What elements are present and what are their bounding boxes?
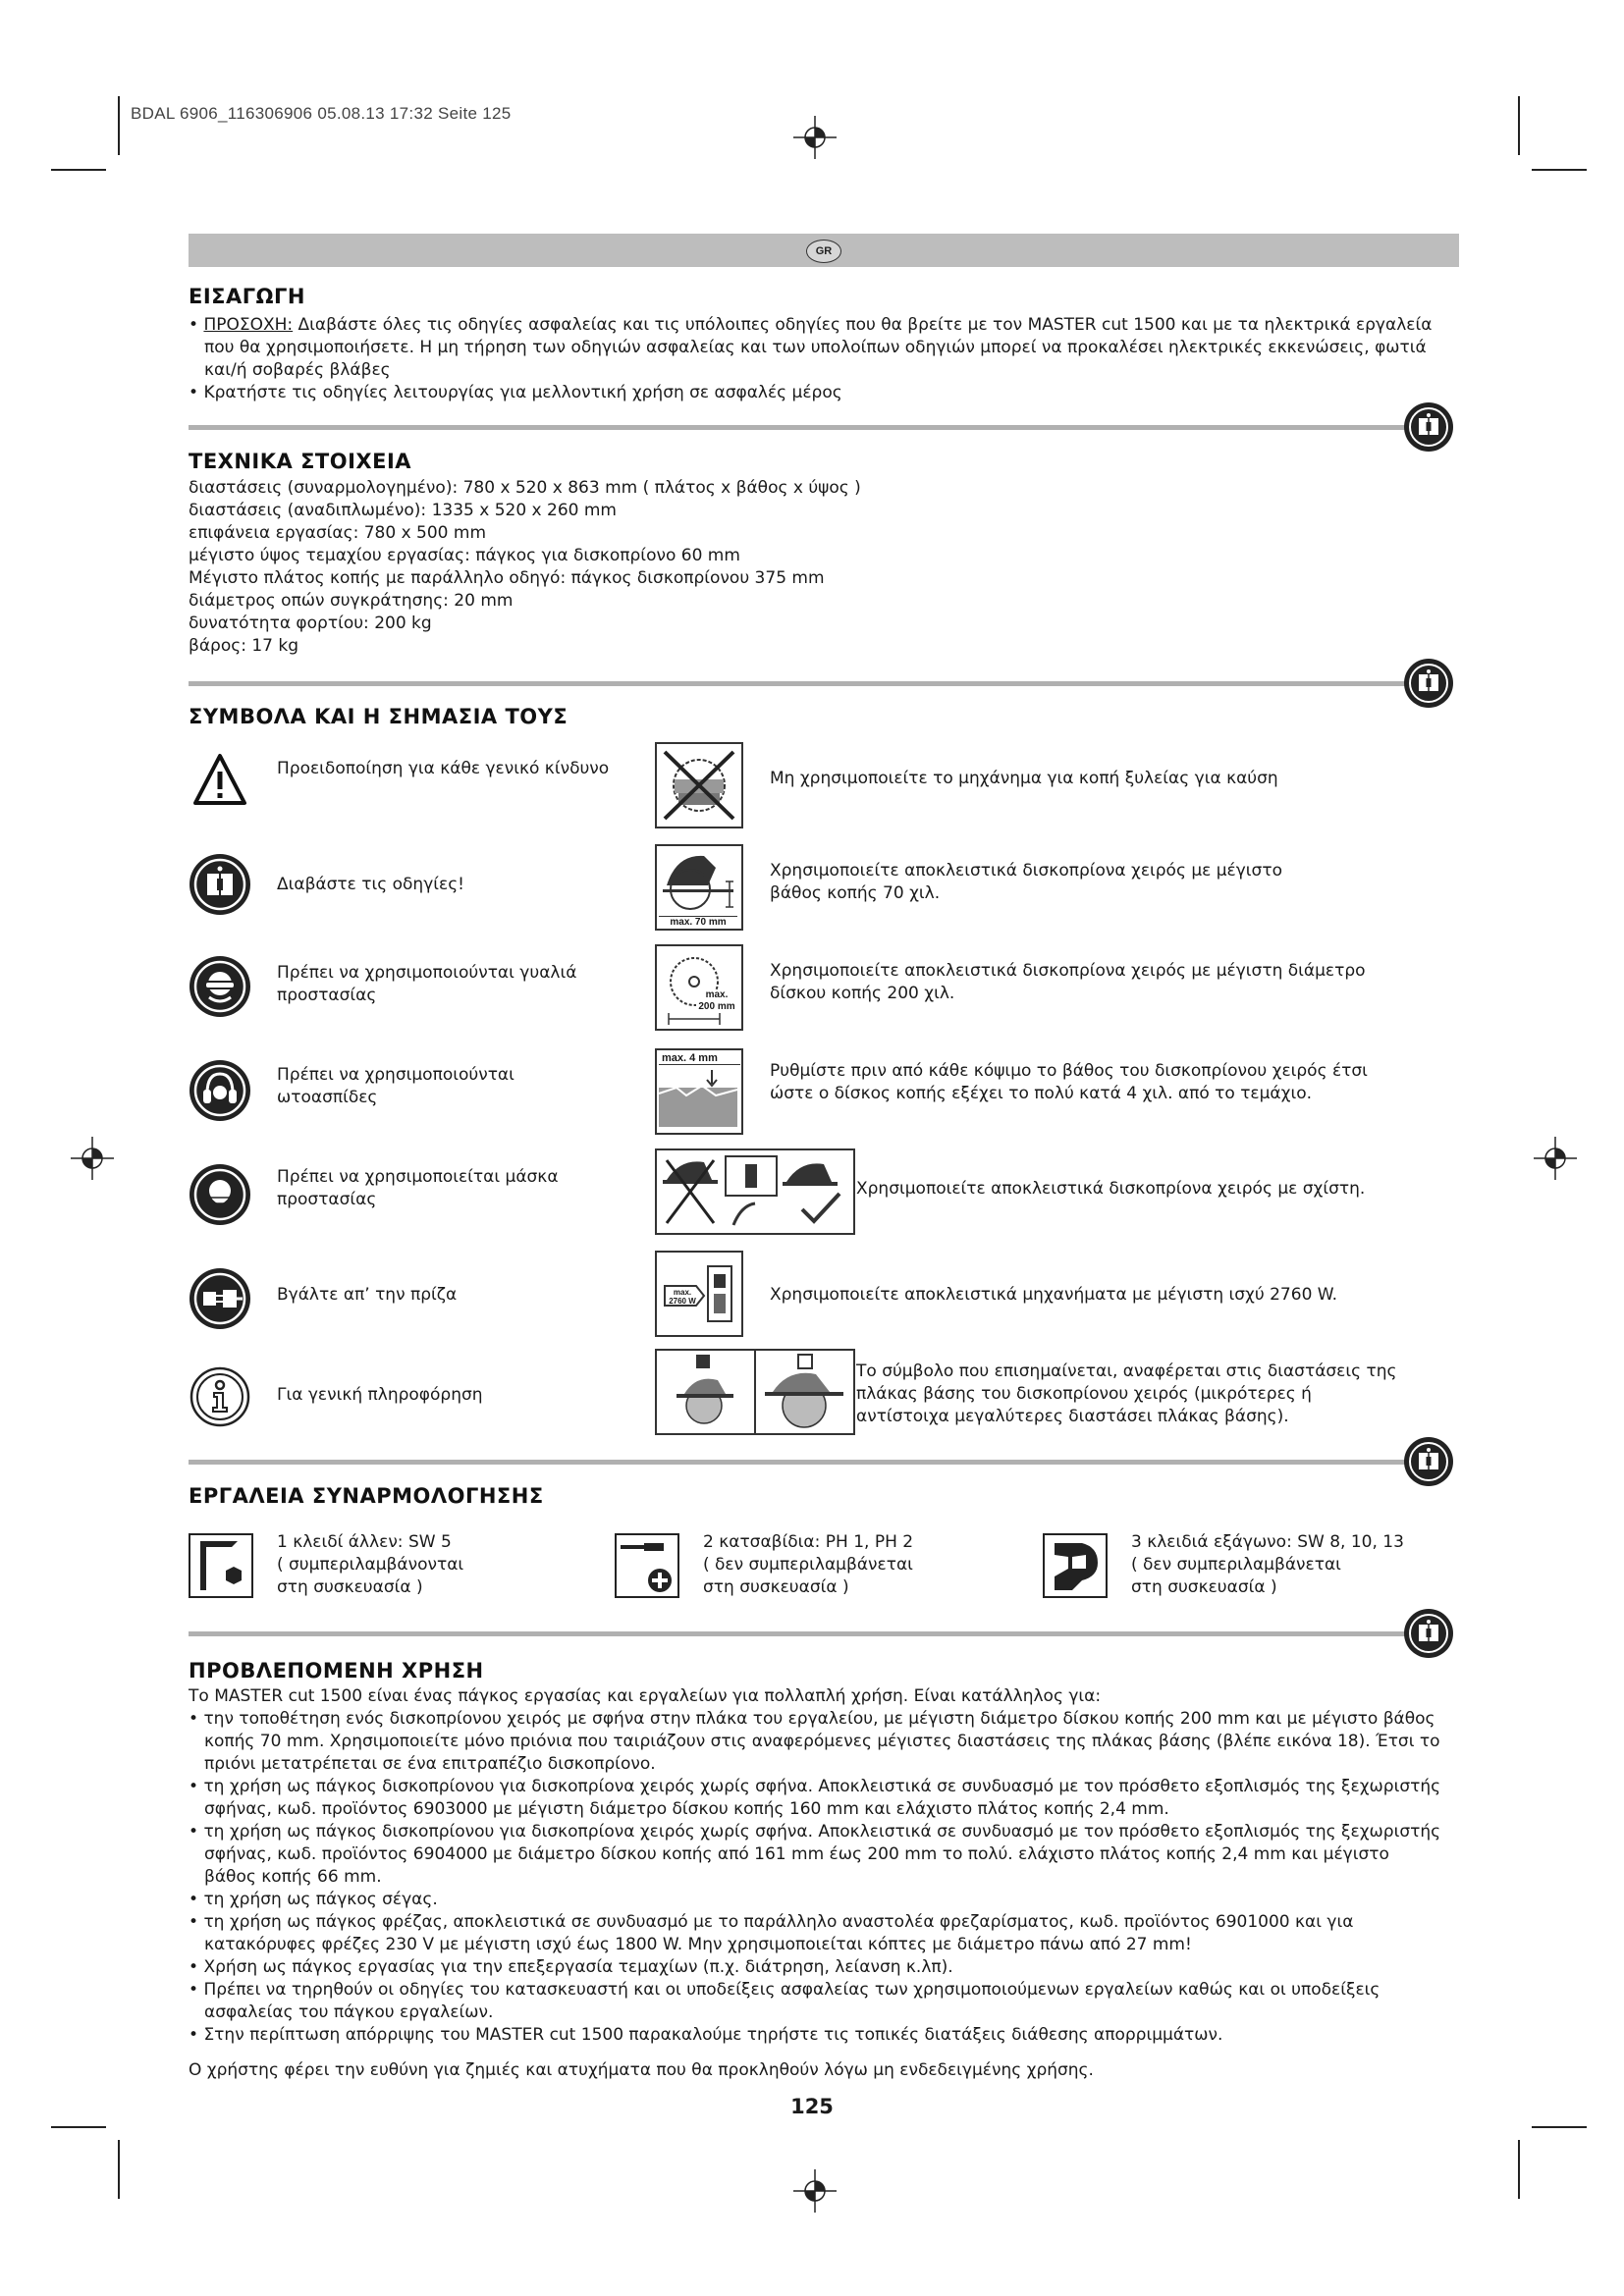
- usage-bullet: • τη χρήση ως πάγκος δισκοπρίονου για δισκοπρίονα χειρός χωρίς σφήνα. Αποκλειστικά σε συνδυασμό με τον πρόσθετο εξοπλισμός της ξεχωριστής σφήνας, κωδ. προϊόντος 6903000 με μέγιστη διάμετρο δίσκου κοπής 160 mm και ελάχιστο πλάτος κοπής 2,4 mm.: [189, 1777, 1441, 1819]
- usage-bullet-text: Στην περίπτωση απόρριψης του MASTER cut 1500 παρακαλούμε τηρήστε τις τοπικές διατάξεις διάθεσης απορριμμάτων.: [203, 2025, 1223, 2045]
- tool-line: στη συσκευασία ): [1131, 1577, 1277, 1597]
- symbol-text: Πρέπει να χρησιμοποιούνται γυαλιά προστασίας: [277, 963, 577, 1005]
- section-divider: [189, 1631, 1416, 1636]
- symbol-text: Χρησιμοποιείτε αποκλειστικά δισκοπρίονα χειρός με μέγιστο βάθος κοπής 70 χιλ.: [770, 861, 1282, 903]
- intro-warning: • ΠΡΟΣΟΧΗ: Διαβάστε όλες τις οδηγίες ασφαλείας και τις υπόλοιπες οδηγίες που θα βρείτε με τον MASTER cut 1500 και με τα ηλεκτρικά εργαλεία που θα χρησιμοποιήσετε. Η μη τήρηση των οδηγιών ασφαλείας και των υπολοίπων οδηγιών μπορεί να προκαλέσει ηλεκτρικές εκκενώσεις, φωτιά και/ή σοβαρές βλάβες: [189, 315, 1433, 380]
- usage-bullet-text: τη χρήση ως πάγκος δισκοπρίονου για δισκοπρίονα χειρός χωρίς σφήνα. Αποκλειστικά σε συνδυασμό με τον πρόσθετο εξοπλισμός της ξεχωριστής σφήνας, κωδ. προϊόντος 6904000 με διάμετρο δίσκου κοπής από 161 mm έως 200 mm το πολύ. ελάχιστο πλάτος κοπής 2,4 mm και μέγιστο βάθος κοπής 66 mm.: [203, 1822, 1441, 1887]
- symbol-text: Χρησιμοποιείτε αποκλειστικά μηχανήματα με μέγιστη ισχύ 2760 W.: [770, 1285, 1338, 1305]
- read-manual-icon: [1404, 659, 1453, 708]
- crop-mark: [118, 96, 120, 155]
- tool-line: 1 κλειδί άλλεν: SW 5: [277, 1532, 452, 1552]
- symbol-text: Βγάλτε απ’ την πρίζα: [277, 1285, 458, 1305]
- specs-list: [189, 477, 1170, 658]
- usage-bullet: • τη χρήση ως πάγκος δισκοπρίονου για δισκοπρίονα χειρός χωρίς σφήνα. Αποκλειστικά σε συνδυασμό με τον πρόσθετο εξοπλισμός της ξεχωριστής σφήνας, κωδ. προϊόντος 6904000 με διάμετρο δίσκου κοπής από 161 mm έως 200 mm το πολύ. ελάχιστο πλάτος κοπής 2,4 mm και μέγιστο βάθος κοπής 66 mm.: [189, 1822, 1441, 1887]
- symbol-text: Ρυθμίστε πριν από κάθε κόψιμο το βάθος του δισκοπρίονου χειρός έτσι ώστε ο δίσκος κοπής εξέχει το πολύ κατά 4 χιλ. από το τεμάχιο.: [770, 1061, 1368, 1103]
- icon-label: max. 200 mm: [696, 989, 737, 1013]
- usage-bullet-text: την τοποθέτηση ενός δισκοπρίονου χειρός με σφήνα στην πλάκα του εργαλείου, με μέγιστη διάμετρο δίσκου κοπής 200 mm και με μέγιστο βάθος κοπής 70 mm. Χρησιμοποιείτε μόνο πριόνια που ταιριάζουν στις αναφερόμενες μέγιστες διαστάσεις της πλάκας βάσης (βλέπε εικόνα 18). Έτσι το πριόνι μετατρέπεται σε ένα επιτραπέζιο δισκοπρίονο.: [203, 1709, 1440, 1774]
- section-divider: [189, 681, 1416, 686]
- cut-depth-adjust-icon: [655, 1048, 743, 1135]
- section-divider: [189, 1460, 1416, 1465]
- registration-mark-icon: [793, 116, 837, 159]
- symbols-title: ΣΥΜΒΟΛΑ ΚΑΙ Η ΣΗΜΑΣΙΑ ΤΟΥΣ: [189, 705, 568, 728]
- warning-text: Διαβάστε όλες τις οδηγίες ασφαλείας και τις υπόλοιπες οδηγίες που θα βρείτε με τον MASTER cut 1500 και με τα ηλεκτρικά εργαλεία που θα χρησιμοποιήσετε. Η μη τήρηση των οδηγιών ασφαλείας και των υπολοίπων οδηγιών μπορεί να προκαλέσει ηλεκτρικές εκκενώσεις, φωτιά και/ή σοβαρές βλάβες: [204, 315, 1433, 380]
- spec-line: διαστάσεις (συναρμολογημένο): 780 x 520 x 863 mm ( πλάτος x βάθος x ύψος ): [189, 478, 861, 498]
- crop-mark: [1518, 96, 1520, 155]
- usage-title: ΠΡΟΒΛΕΠΟΜΕΝΗ ΧΡΗΣΗ: [189, 1659, 484, 1682]
- spec-line: βάρος: 17 kg: [189, 636, 299, 656]
- tool-text: [703, 1531, 998, 1599]
- spec-line: Μέγιστο πλάτος κοπής με παράλληλο οδηγό: πάγκος δισκοπρίονου 375 mm: [189, 568, 825, 588]
- symbol-text: Χρησιμοποιείτε αποκλειστικά δισκοπρίονα χειρός με μέγιστη διάμετρο δίσκου κοπής 200 χιλ.: [770, 961, 1366, 1003]
- safety-goggles-icon: [189, 956, 250, 1017]
- crop-mark: [51, 169, 106, 171]
- usage-bullet: • Πρέπει να τηρηθούν οι οδηγίες του κατασκευαστή και οι υποδείξεις ασφαλείας των χρησιμοποιούμενων εργαλείων καθώς και οι υποδείξεις ασφαλείας του πάγκου εργαλείων.: [189, 1980, 1380, 2022]
- tool-line: 2 κατσαβίδια: PH 1, PH 2: [703, 1532, 914, 1552]
- usage-bullet-text: Πρέπει να τηρηθούν οι οδηγίες του κατασκευαστή και οι υποδείξεις ασφαλείας των χρησιμοποιούμενων εργαλείων καθώς και οι υποδείξεις ασφαλείας του πάγκου εργαλείων.: [203, 1980, 1380, 2022]
- read-manual-icon: [1404, 402, 1453, 452]
- dust-mask-icon: [189, 1164, 250, 1225]
- page-number: 125: [790, 2095, 834, 2118]
- intro-keep: • Κρατήστε τις οδηγίες λειτουργίας για μελλοντική χρήση σε ασφαλές μέρος: [189, 383, 842, 402]
- read-manual-icon: [1404, 1609, 1453, 1658]
- icon-label: max. 2760 W: [669, 1288, 696, 1306]
- tool-line: στη συσκευασία ): [703, 1577, 849, 1597]
- tool-line: στη συσκευασία ): [277, 1577, 423, 1597]
- spec-line: μέγιστο ύψος τεμαχίου εργασίας: πάγκος για δισκοπρίονο 60 mm: [189, 546, 740, 565]
- usage-bullet-text: τη χρήση ως πάγκος φρέζας, αποκλειστικά σε συνδυασμό με το παράλληλο αναστολέα φρεζαρίσματος, κωδ. προϊόντος 6901000 και για κατακόρυφες φρέζες 230 V με μέγιστη ισχύ έως 1800 W. Μην χρησιμοποιείται κόπτες με διάμετρο πάνω από 27 mm!: [203, 1912, 1354, 1954]
- usage-liability: Ο χρήστης φέρει την ευθύνη για ζημιές και ατυχήματα που θα προκληθούν λόγω μη ενδεδειγμένης χρήσης.: [189, 2060, 1094, 2080]
- max-cut-depth-icon: [655, 844, 743, 931]
- keep-text: Κρατήστε τις οδηγίες λειτουργίας για μελλοντική χρήση σε ασφαλές μέρος: [203, 383, 842, 402]
- spec-line: επιφάνεια εργασίας: 780 x 500 mm: [189, 523, 487, 543]
- usage-bullet: • Χρήση ως πάγκος εργασίας για την επεξεργασία τεμαχίων (π.χ. διάτρηση, λείανση κ.λπ).: [189, 1957, 953, 1977]
- language-badge: GR: [806, 240, 841, 263]
- tool-line: ( δεν συμπεριλαμβάνεται: [703, 1555, 913, 1575]
- language-band: [189, 234, 1459, 267]
- wrench-icon: [1043, 1533, 1108, 1598]
- screwdriver-icon: [615, 1533, 679, 1598]
- allen-key-icon: [189, 1533, 253, 1598]
- intro-title: ΕΙΣΑΓΩΓΗ: [189, 285, 305, 308]
- max-blade-diameter-icon: [655, 944, 743, 1031]
- symbol-text: Πρέπει να χρησιμοποιείται μάσκα προστασίας: [277, 1167, 559, 1209]
- usage-intro: Το MASTER cut 1500 είναι ένας πάγκος εργασίας και εργαλείων για πολλαπλή χρήση. Είναι κατάλληλος για:: [189, 1686, 1102, 1706]
- read-manual-icon: [1404, 1437, 1453, 1486]
- usage-bullet-text: τη χρήση ως πάγκος δισκοπρίονου για δισκοπρίονα χειρός χωρίς σφήνα. Αποκλειστικά σε συνδυασμό με τον πρόσθετο εξοπλισμός της ξεχωριστής σφήνας, κωδ. προϊόντος 6903000 με μέγιστη διάμετρο δίσκου κοπής 160 mm και ελάχιστο πλάτος κοπής 2,4 mm.: [203, 1777, 1441, 1819]
- ear-protection-icon: [189, 1060, 250, 1121]
- icon-label: max. 70 mm: [659, 916, 737, 928]
- symbol-text: Πρέπει να χρησιμοποιούνται ωτοασπίδες: [277, 1065, 514, 1107]
- base-plate-icon: [655, 1349, 855, 1435]
- registration-mark-icon: [1534, 1137, 1577, 1180]
- tool-text: [277, 1531, 571, 1599]
- usage-bullet-text: τη χρήση ως πάγκος σέγας.: [203, 1890, 438, 1909]
- registration-mark-icon: [71, 1137, 114, 1180]
- warning-label: ΠΡΟΣΟΧΗ:: [203, 315, 294, 335]
- usage-bullet: • την τοποθέτηση ενός δισκοπρίονου χειρός με σφήνα στην πλάκα του εργαλείου, με μέγιστη διάμετρο δίσκου κοπής 200 mm και με μέγιστο βάθος κοπής 70 mm. Χρησιμοποιείτε μόνο πριόνια που ταιριάζουν στις αναφερόμενες μέγιστες διαστάσεις της πλάκας βάσης (βλέπε εικόνα 18). Έτσι το πριόνι μετατρέπεται σε ένα επιτραπέζιο δισκοπρίονο.: [189, 1709, 1440, 1774]
- warning-triangle-icon: [192, 752, 247, 807]
- intro-body: [189, 314, 1440, 404]
- tool-text: [1131, 1531, 1445, 1599]
- usage-bullet-text: Χρήση ως πάγκος εργασίας για την επεξεργασία τεμαχίων (π.χ. διάτρηση, λείανση κ.λπ).: [203, 1957, 953, 1977]
- symbol-text: Το σύμβολο που επισημαίνεται, αναφέρεται στις διαστάσεις της πλάκας βάσης του δισκοπρίονου χειρός (μικρότερες ή αντίστοιχα μεγαλύτερες διαστάσει πλάκας βάσης).: [856, 1362, 1397, 1426]
- crop-mark: [1518, 2140, 1520, 2199]
- registration-mark-icon: [793, 2169, 837, 2213]
- spec-line: δυνατότητα φορτίου: 200 kg: [189, 614, 432, 633]
- unplug-icon: [189, 1268, 250, 1329]
- tool-line: 3 κλειδιά εξάγωνο: SW 8, 10, 13: [1131, 1532, 1404, 1552]
- riving-knife-icon: [655, 1148, 855, 1235]
- symbol-text: Προειδοποίηση για κάθε γενικό κίνδυνο: [277, 759, 610, 778]
- no-firewood-icon: [655, 742, 743, 828]
- print-header: BDAL 6906_116306906 05.08.13 17:32 Seite 125: [131, 104, 512, 123]
- symbol-text: Μη χρησιμοποιείτε το μηχάνημα για κοπή ξυλείας για καύση: [770, 769, 1278, 788]
- symbol-text: Για γενική πληροφόρηση: [277, 1385, 483, 1405]
- crop-mark: [1532, 169, 1587, 171]
- tool-line: ( δεν συμπεριλαμβάνεται: [1131, 1555, 1341, 1575]
- symbol-text: Διαβάστε τις οδηγίες!: [277, 875, 464, 894]
- section-divider: [189, 425, 1416, 430]
- usage-bullet: • τη χρήση ως πάγκος φρέζας, αποκλειστικά σε συνδυασμό με το παράλληλο αναστολέα φρεζαρίσματος, κωδ. προϊόντος 6901000 και για κατακόρυφες φρέζες 230 V με μέγιστη ισχύ έως 1800 W. Μην χρησιμοποιείται κόπτες με διάμετρο πάνω από 27 mm!: [189, 1912, 1354, 1954]
- spec-line: διάμετρος οπών συγκράτησης: 20 mm: [189, 591, 514, 611]
- tools-title: ΕΡΓΑΛΕΙΑ ΣΥΝΑΡΜΟΛΟΓΗΣΗΣ: [189, 1484, 544, 1508]
- max-power-icon: [655, 1251, 743, 1337]
- crop-mark: [1532, 2126, 1587, 2128]
- usage-bullet: • Στην περίπτωση απόρριψης του MASTER cut 1500 παρακαλούμε τηρήστε τις τοπικές διατάξεις διάθεσης απορριμμάτων.: [189, 2025, 1223, 2045]
- spec-line: διαστάσεις (αναδιπλωμένο): 1335 x 520 x 260 mm: [189, 501, 617, 520]
- usage-body: [189, 1685, 1445, 2047]
- crop-mark: [51, 2126, 106, 2128]
- specs-title: ΤΕΧΝΙΚΑ ΣΤΟΙΧΕΙΑ: [189, 450, 412, 473]
- read-manual-icon: [189, 854, 250, 915]
- tool-line: ( συμπεριλαμβάνονται: [277, 1555, 464, 1575]
- symbol-text: Χρησιμοποιείτε αποκλειστικά δισκοπρίονα χειρός με σχίστη.: [856, 1179, 1366, 1199]
- usage-bullet: • τη χρήση ως πάγκος σέγας.: [189, 1890, 438, 1909]
- icon-label: max. 4 mm: [659, 1052, 740, 1065]
- info-icon: [189, 1366, 250, 1427]
- crop-mark: [118, 2140, 120, 2199]
